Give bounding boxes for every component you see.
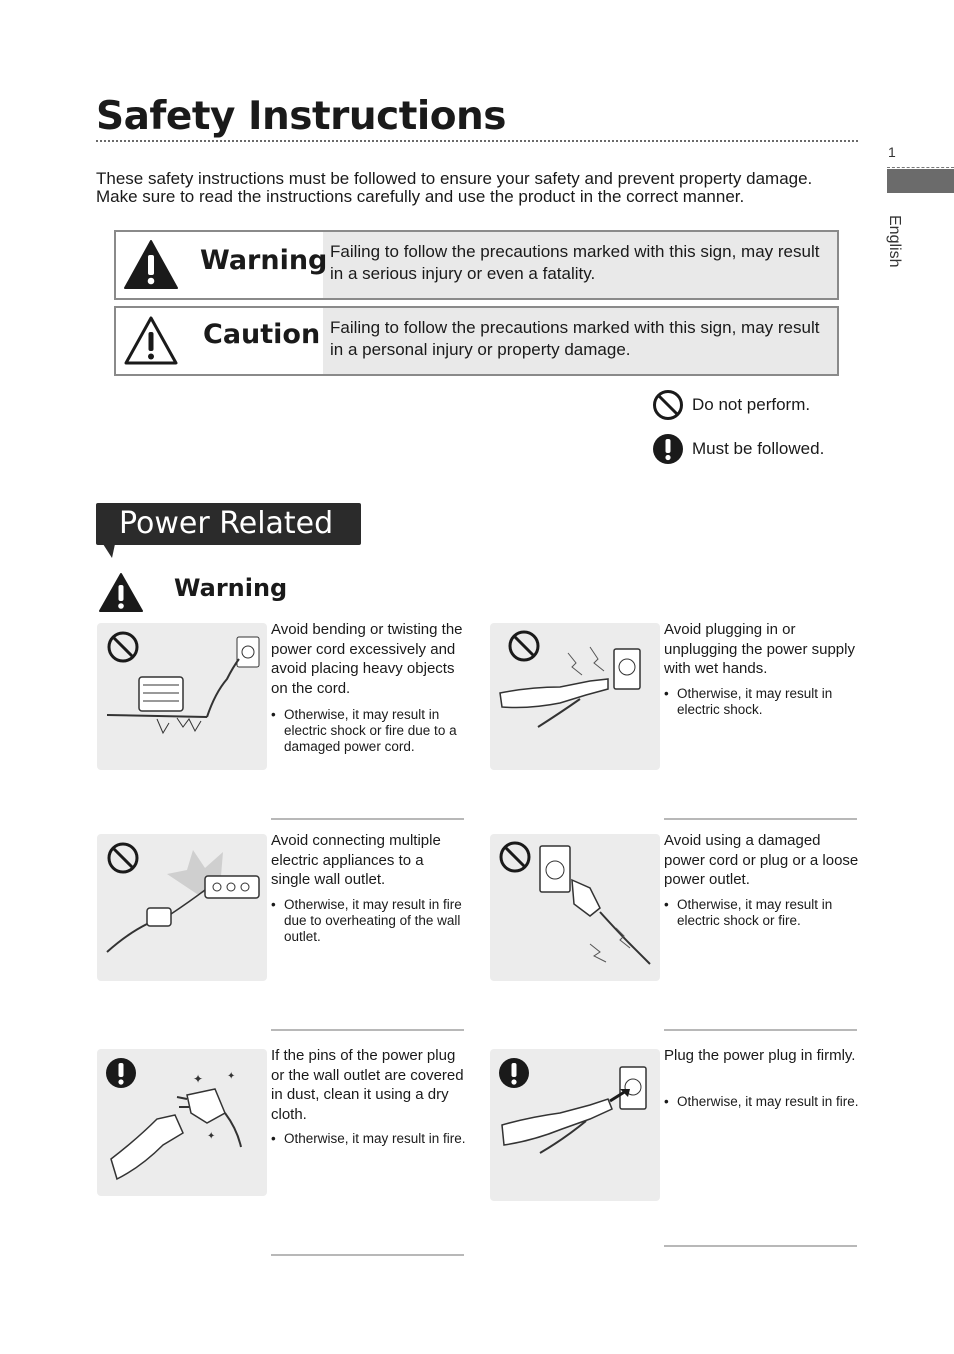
svg-text:✦: ✦ [207, 1131, 216, 1142]
caution-sign-text: Failing to follow the precautions marked with this sign, may result in a personal injury or property damage. [330, 318, 820, 359]
item-illustration-multiple-appliances [97, 834, 267, 981]
item-text: Avoid using a damaged power cord or plug or a loose power outlet. [664, 832, 859, 888]
title-divider [96, 140, 858, 142]
item-subtext: • Otherwise, it may result in electric shock. [664, 686, 859, 718]
item-text: Avoid bending or twisting the power cord excessively and avoid placing heavy objects on the cord. [271, 621, 463, 697]
section-banner [96, 503, 361, 545]
language-tab-label: English [886, 215, 903, 268]
item-subtext: • Otherwise, it may result in fire. [271, 1131, 466, 1147]
warning-filled-icon [123, 239, 179, 291]
item-text: If the pins of the power plug or the wall outlet are covered in dust, clean it using a dry cloth. [271, 1047, 464, 1123]
section-warning-label: Warning [174, 574, 288, 602]
item-subtext: • Otherwise, it may result in fire due to overheating of the wall outlet. [271, 897, 466, 945]
warning-sign-text: Failing to follow the precautions marked with this sign, may result in a serious injury or even a fatality. [330, 242, 820, 283]
section-title: Power Related [119, 506, 334, 541]
caution-sign-header [116, 308, 323, 374]
item-divider [271, 1029, 464, 1031]
item-illustration-damaged-cord [490, 834, 660, 981]
caution-sign-label: Caution [203, 319, 321, 350]
prohibited-icon [652, 389, 684, 421]
side-tab-divider [887, 167, 954, 168]
item-text: Avoid plugging in or unplugging the power supply with wet hands. [664, 621, 855, 677]
warning-filled-icon [98, 572, 144, 614]
item-illustration-plug-firmly [490, 1049, 660, 1201]
svg-text:✦: ✦ [227, 1071, 236, 1082]
item-divider [664, 1245, 857, 1247]
item-divider [664, 818, 857, 820]
page-title: Safety Instructions [96, 94, 506, 139]
caution-outline-icon [123, 315, 179, 367]
item-text: Avoid connecting multiple electric appliances to a single wall outlet. [271, 832, 441, 888]
item-illustration-wet-hands [490, 623, 660, 770]
item-subtext: • Otherwise, it may result in electric shock or fire due to a damaged power cord. [271, 707, 466, 755]
item-illustration-bent-cord [97, 623, 267, 770]
legend-mandatory-text: Must be followed. [692, 439, 825, 458]
banner-tail-icon [103, 544, 115, 558]
intro-paragraph: These safety instructions must be followed to ensure your safety and prevent property damage. Make sure to read the instructions carefully and use the product in the correct manner. [96, 169, 813, 206]
item-subtext: • Otherwise, it may result in fire. [664, 1094, 859, 1110]
item-text: Plug the power plug in firmly. [664, 1047, 856, 1064]
item-divider [271, 1254, 464, 1256]
item-divider [664, 1029, 857, 1031]
page-number: 1 [888, 144, 896, 160]
warning-sign-header [116, 232, 328, 298]
side-tab-marker [887, 169, 954, 193]
warning-sign-label: Warning [200, 245, 328, 276]
item-subtext: • Otherwise, it may result in electric shock or fire. [664, 897, 859, 929]
svg-text:✦: ✦ [193, 1072, 204, 1086]
mandatory-icon [652, 433, 684, 465]
item-illustration-clean-plug [97, 1049, 267, 1196]
warning-sign-box [114, 230, 839, 300]
caution-sign-box [114, 306, 839, 376]
item-divider [271, 818, 464, 820]
legend-prohibited-text: Do not perform. [692, 395, 811, 414]
